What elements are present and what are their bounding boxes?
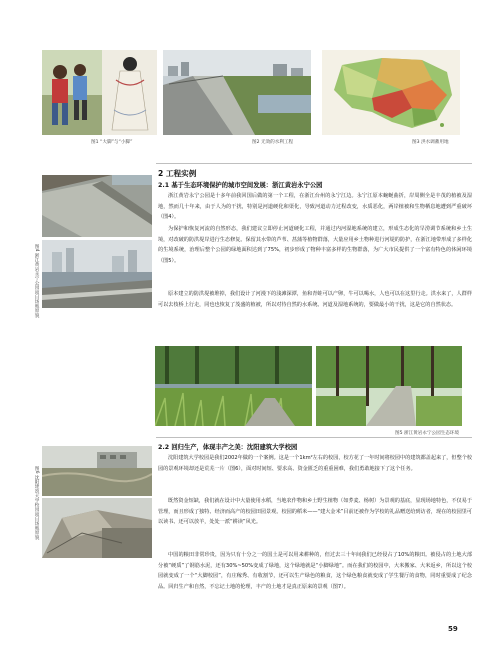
paragraph-3: 原本建立的防洪堤被堆掉，我们设计了河漫下的浅滩深潭，鱼和青蛙可以产卵，牛可以喝水，人也可以在这里行走。洪水来了，人群样可以去枝桥上行走，同也也恢复了茂盛的植被，所以对待自然的水系统、河道及湿地系统的，要做最小的干扰，这是它的自然状态。 — [158, 291, 472, 308]
figure-5-photo-right — [316, 346, 462, 426]
paragraph-1: 浙江黄岩永宁公园是十多年前我回国后做的第一个工程，在浙江台州的永宁江边。永宁江原本蜿蜒曲折，岸周侧全是丰茂的植被及湿地，然而几十年来，由于人为的干扰，特别是河道硬化和渠化，导致河道动力过程改变，水质恶化，两岸植被和生物栖息地遭到严重破坏（图4）。 — [158, 193, 472, 221]
figure-1-caption: 图1 “大脚”与“小脚” — [91, 140, 133, 145]
paragraph-2: 为保护和恢复河流的自然形态，我们建议立即停止河道硬化工程，并通过内河湿地系统的建立，形成生态化的旱涝调节系统和乡土生境，对改破的防洪堤岸进行生态修复。保留其水带的芦苇、菖蒲等植物群落，大量应用乡土物种进行河堤的防护，在浙江地带形成了多样化的生境系统，治理后整个公园的绿地面积达到了75%，初步形成了物种丰富多样的生物群落，为广大市民提供了一个富有特色的休闲环境（图5）。 — [158, 226, 472, 264]
paragraph-6: 中国的粮田非常珍贵，因为只有十分之一的国土是可以用来耕种的，但过去三十年间我们已经侵占了10%的粮田。被侵占的土地大部分被“硬质”了钢筋水泥，还有30%~50%变成了绿地，这个绿地就是“小脚绿地”。而在我们的校园中，大米搬家、大米返乡，所以这个校园就变成了一个“大脚校园”，有庄稼秀、有收割节，还可以生产绿色的粮食，这个绿色粮食就变成了学生餐厅的食物，同时重要成了纪念品。回归生产和自然，不忘记土地的伦理，丰产的土地才是真正原来的景观（图7）。 — [158, 552, 472, 590]
figure-4-photo-top — [42, 175, 152, 237]
figure-4-caption: 图4 浙江黄岩永宁公园项目场地原貌 — [34, 244, 39, 318]
figure-2-caption: 图2 无效的水利工程 — [252, 140, 294, 145]
figure-5-caption: 图5 浙江黄岩永宁公园生态环境 — [395, 431, 460, 436]
figure-3-photo — [322, 50, 460, 135]
figure-4-photo-bottom — [42, 240, 152, 308]
paragraph-4: 沈阳建筑大学校园是我们2002年做的一个案例。这是一个1km²左右的校园，校方花了一年时间将校园中的建筑都盖起来了，但整个校园的景观环境却还是荒芜一片（图6），面对时间短、要求高、资金匮乏的重重困难，我们勇敢地接下了这个任务。 — [158, 455, 472, 472]
page-number: 59 — [448, 625, 458, 633]
section-divider — [156, 163, 472, 164]
figure-3-caption: 图3 洪水调蓄用地 — [412, 140, 449, 145]
figure-5-photo-bottom — [155, 388, 312, 426]
figure-2-photo — [163, 50, 311, 135]
figure-6-photo-top — [42, 446, 152, 496]
figure-1-photo — [42, 50, 157, 135]
section-title: 2 工程实例 — [158, 169, 197, 178]
paragraph-5: 既然资金短缺，我们就在设计中大量使用水稻，当地农作物和乡土野生植物（如荞麦、杨树）为景观的基底，显现场地特色，不仅易于管理，而且形成了独特、经济而高产的校园田园景观。校园的稻米——“建大金米”目前还被作为学校的礼品赠送给到访者，现在的校园里可以读书、还可以放羊，处处一派“耕读”风光。 — [158, 498, 472, 526]
subsection-title-2-1: 2.1 基于生态环境保护的城市空间发展：浙江黄岩永宁公园 — [158, 182, 323, 189]
figure-6-photo-bottom — [42, 498, 152, 558]
subsection-divider — [156, 437, 472, 438]
subsection-title-2-2: 2.2 回归生产，体现丰产之美：沈阳建筑大学校园 — [158, 444, 298, 451]
figure-6-caption: 图6 沈阳建筑大学校园项目场地原貌 — [34, 466, 39, 540]
